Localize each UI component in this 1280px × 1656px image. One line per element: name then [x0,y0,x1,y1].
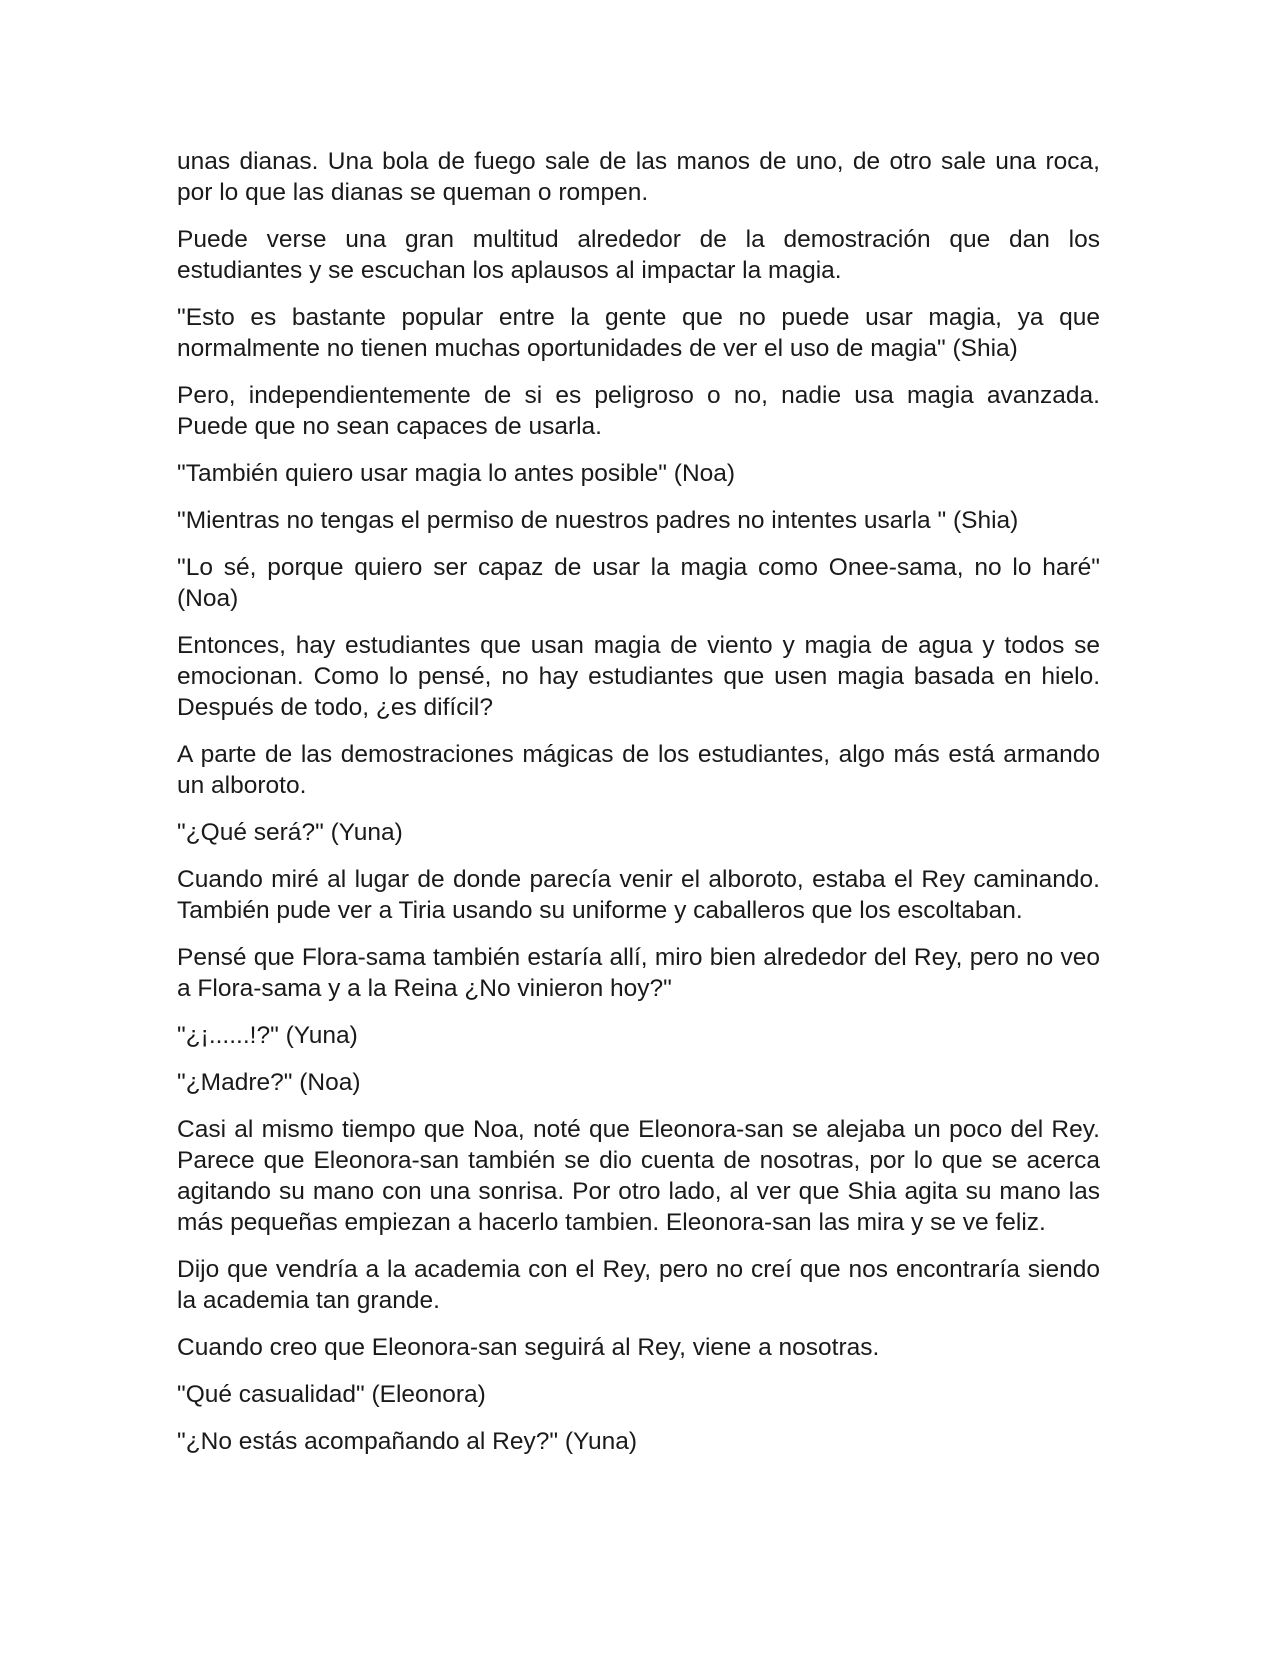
paragraph-19: "¿No estás acompañando al Rey?" (Yuna) [177,1428,638,1455]
document-page [177,146,1100,1473]
paragraph-3: "Esto es bastante popular entre la gente que no puede usar magia, ya que normalmente no tienen muchas oportunidades de ver el uso de magia" (Shia) [177,304,1100,362]
paragraph-1: unas dianas. Una bola de fuego sale de las manos de uno, de otro sale una roca, por lo que las dianas se queman o rompen. [177,148,1100,206]
paragraph-9: A parte de las demostraciones mágicas de los estudiantes, algo más está armando un alboroto. [177,741,1100,799]
paragraph-10: "¿Qué será?" (Yuna) [177,819,403,846]
paragraph-2: Puede verse una gran multitud alrededor de la demostración que dan los estudiantes y se escuchan los aplausos al impactar la magia. [177,226,1100,284]
paragraph-14: "¿Madre?" (Noa) [177,1069,361,1096]
paragraph-18: "Qué casualidad" (Eleonora) [177,1381,486,1408]
paragraph-5: "También quiero usar magia lo antes posible" (Noa) [177,460,736,487]
paragraph-6: "Mientras no tengas el permiso de nuestros padres no intentes usarla " (Shia) [177,507,1019,534]
paragraph-4: Pero, independientemente de si es peligroso o no, nadie usa magia avanzada. Puede que no sean capaces de usarla. [177,382,1100,440]
paragraph-11: Cuando miré al lugar de donde parecía venir el alboroto, estaba el Rey caminando. También pude ver a Tiria usando su uniforme y caballeros que los escoltaban. [177,866,1100,924]
paragraph-16: Dijo que vendría a la academia con el Rey, pero no creí que nos encontraría siendo la academia tan grande. [177,1256,1100,1314]
paragraph-8: Entonces, hay estudiantes que usan magia de viento y magia de agua y todos se emocionan. Como lo pensé, no hay estudiantes que usen magia basada en hielo. Después de todo, ¿es difícil? [177,632,1100,721]
paragraph-12: Pensé que Flora-sama también estaría allí, miro bien alrededor del Rey, pero no veo a Flora-sama y a la Reina ¿No vinieron hoy?" [177,944,1100,1002]
paragraph-13: "¿¡......!?" (Yuna) [177,1022,358,1049]
paragraph-17: Cuando creo que Eleonora-san seguirá al Rey, viene a nosotras. [177,1334,880,1361]
paragraph-7: "Lo sé, porque quiero ser capaz de usar la magia como Onee-sama, no lo haré" (Noa) [177,554,1100,612]
paragraph-15: Casi al mismo tiempo que Noa, noté que Eleonora-san se alejaba un poco del Rey. Parece que Eleonora-san también se dio cuenta de nosotras, por lo que se acerca agitando su mano con una sonrisa. Por otro lado, al ver que Shia agita su mano las más pequeñas empiezan a hacerlo tambien. Eleonora-san las mira y se ve feliz. [177,1116,1100,1236]
